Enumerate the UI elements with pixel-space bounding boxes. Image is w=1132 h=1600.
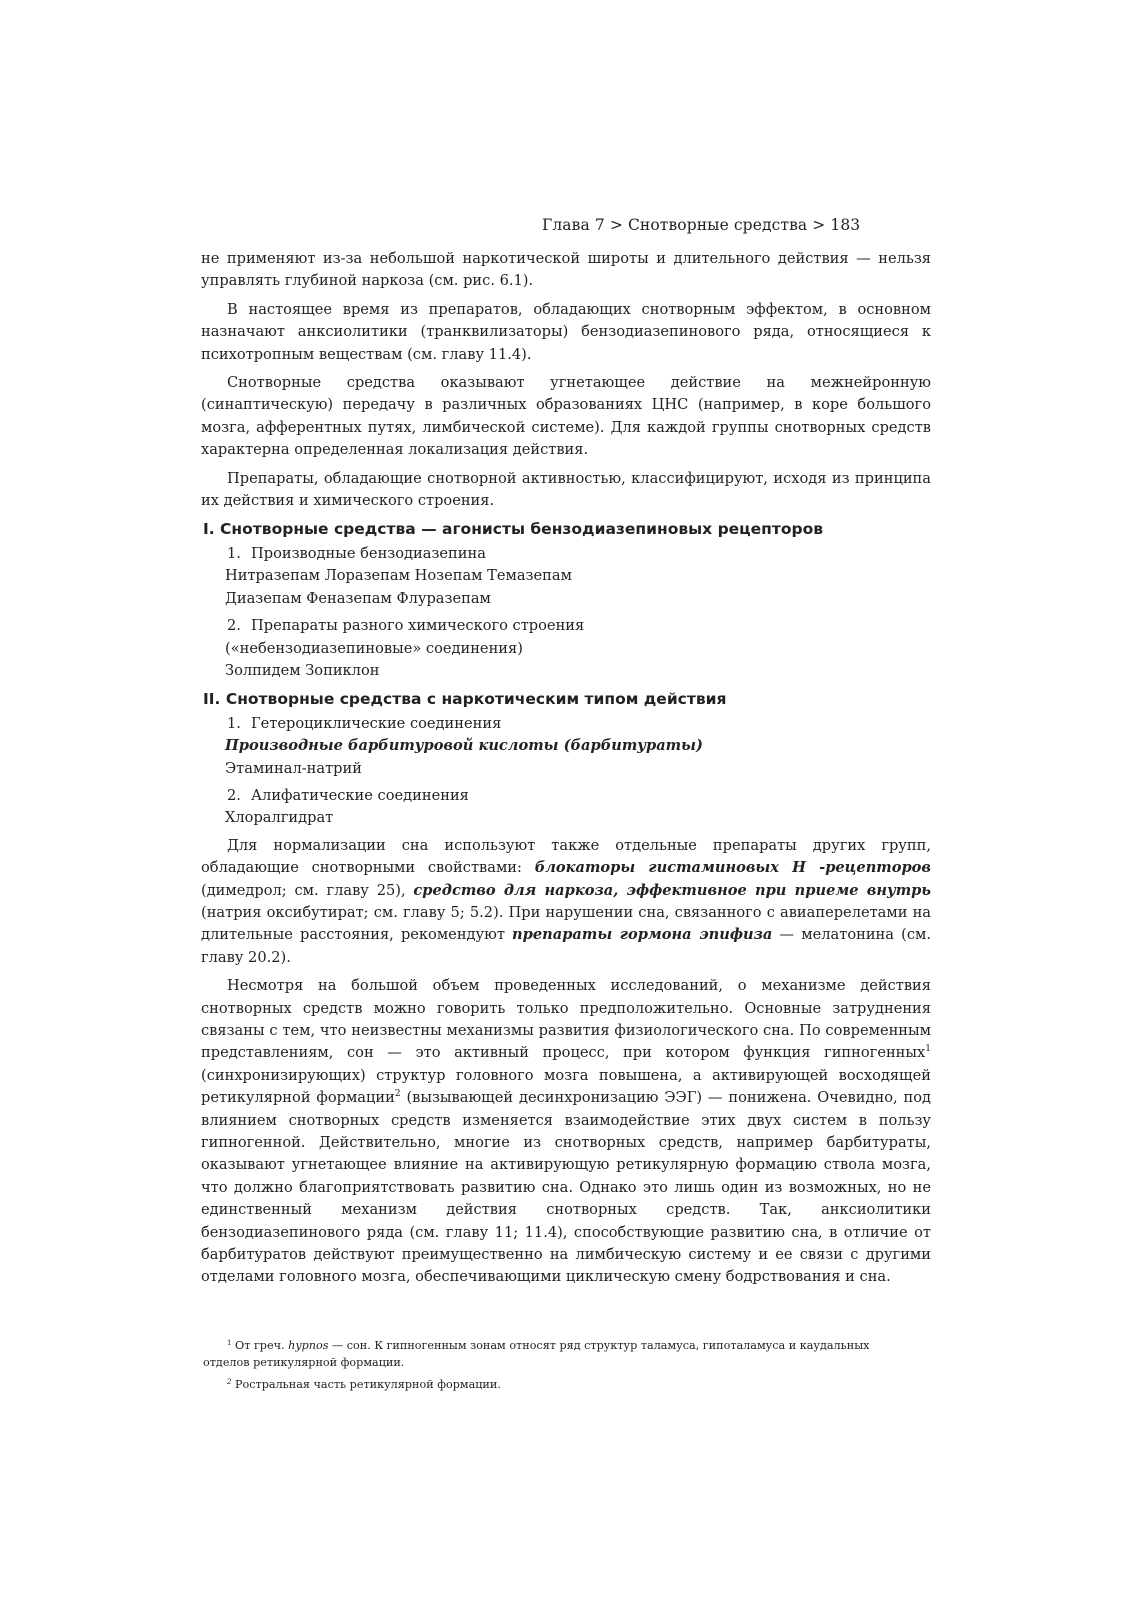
paragraph-5 [201,835,931,969]
footnote-mark: 2 [227,1378,232,1386]
list-number: 1. [227,714,241,732]
running-header: Глава 7 > Снотворные средства > 183 [542,216,861,234]
section-1-heading: I. Снотворные средства — агонисты бензодиазепиновых рецепторов [203,520,824,539]
text-run: — сон. К гипногенным зонам относят ряд структур таламуса, гипоталамуса и каудальных отделов ретикулярной формации. [203,1339,870,1369]
text-run: (димедрол; см. главу 25), [201,881,414,899]
paragraph-6 [201,975,931,1289]
section-1-item-2 [227,615,931,637]
section-2-item-1 [227,713,931,735]
paragraph-2: В настоящее время из препаратов, обладающих снотворным эффектом, в основном назначают анксиолитики (транквилизаторы) бензодиазепинового ряда, относящиеся к психотропным веществам (см. главу 11.4). [201,300,931,363]
emphasis: блокаторы гистаминовых Н -рецепторов [534,859,931,877]
drug-list: Золпидем Зопиклон [225,661,380,679]
text-run: (натрия оксибутират; см. главу 5; 5.2). При нарушении сна, связанного с авиаперелетами на длительные расстояния, рекомендуют [201,903,931,944]
section-2-item-2 [227,785,931,807]
drug-list: Хлоралгидрат [225,809,334,827]
list-number: 2. [227,786,241,804]
drug-list: Этаминал-натрий [225,759,362,777]
body-text [201,248,931,1295]
text-run: — мелатонина (см. главу 20.2). [201,926,931,966]
list-number: 1. [227,544,241,562]
footnotes [203,1335,903,1396]
emphasis: средство для наркоза, эффективное при приеме внутрь [413,881,931,899]
footnote-ref-1: 1 [925,1044,931,1055]
footnote-1 [203,1335,903,1371]
paragraph-3: Снотворные средства оказывают угнетающее действие на межнейронную (синаптическую) передачу в различных образованиях ЦНС (например, в коре большого мозга, афферентных путях, лимбической системе). Для каждой группы снотворных средств характерна определенная локализация действия. [201,374,931,459]
text-run: (вызывающей десинхронизацию ЭЭГ) — понижена. Очевидно, под влиянием снотворных средств изменяется взаимодействие этих двух систем в пользу гипногенной. Действительно, многие из снотворных средств, например барбитураты, оказывают угнетающее влияние на активирующую ретикулярную формацию ствола мозга, что должно благоприятствовать развитию сна. Однако это лишь один из возможных, но не единственный механизм действия снотворных средств. Так, анксиолитики бензодиазепинового ряда (см. главу 11; 11.4), способствующие развитию сна, в отличие от барбитуратов действуют преимущественно на лимбическую систему и ее связи с другими отделами головного мозга, обеспечивающими циклическую смену бодрствования и сна. [201,1089,931,1286]
footnote-2 [227,1374,903,1393]
drug-list: Диазепам Феназепам Флуразепам [225,589,491,607]
paragraph-4: Препараты, обладающие снотворной активностью, классифицируют, исходя из принципа их действия и химического строения. [201,469,931,510]
list-label: Гетероциклические соединения [251,714,502,732]
paragraph-1: не применяют из-за небольшой наркотической широты и длительного действия — нельзя управлять глубиной наркоза (см. рис. 6.1). [201,250,931,290]
drug-list: Нитразепам Лоразепам Нозепам Темазепам [225,567,572,585]
text-run: (синхронизирующих) структур головного мозга повышена, а активирующей восходящей ретикулярной формации [201,1066,931,1107]
footnote-ref-2: 2 [394,1089,401,1100]
list-label: Алифатические соединения [251,786,469,804]
text-run: Ростральная часть ретикулярной формации. [231,1378,501,1391]
section-1-item-1 [227,543,931,565]
foreign-word: hypnos [288,1339,329,1352]
list-number: 2. [227,617,241,635]
footnote-mark: 1 [227,1339,232,1347]
text-run: Несмотря на большой объем проведенных исследований, о механизме действия снотворных средств можно говорить только предположительно. Основные затруднения связаны с тем, что неизвестны механизмы развития физиологического сна. По современным представлениям, сон — это активный процесс, при котором функция гипногенных [201,977,931,1062]
section-2-heading: II. Снотворные средства с наркотическим типом действия [203,690,727,709]
list-label-continued: («небензодиазепиновые» соединения) [225,639,523,657]
subgroup-label: Производные барбитуровой кислоты (барбитураты) [225,737,703,755]
text-run: От греч. [235,1339,289,1352]
text-run: Для нормализации сна используют также отдельные препараты других групп, обладающие снотворными свойствами: [201,836,931,877]
list-label: Производные бензодиазепина [251,544,486,562]
list-label: Препараты разного химического строения [251,617,585,635]
emphasis: препараты гормона эпифиза [512,926,773,944]
